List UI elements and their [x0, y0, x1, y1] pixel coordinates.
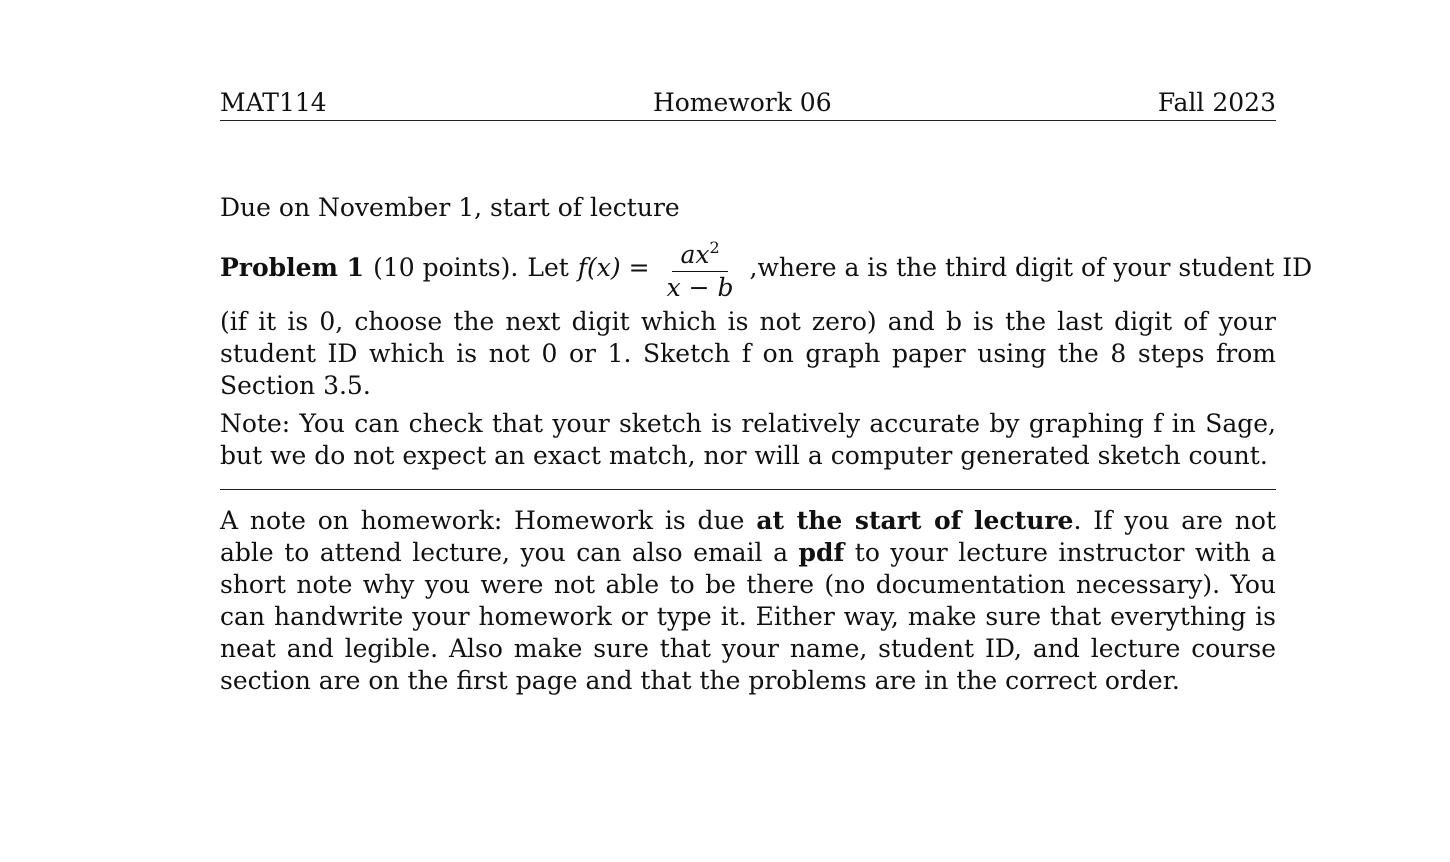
- problem-1-first-line: [220, 230, 1313, 306]
- fraction-denominator: x − b: [666, 273, 734, 302]
- term: Fall 2023: [1157, 88, 1276, 117]
- course-code: MAT114: [220, 88, 327, 117]
- homework-note: A note on homework: Homework is due at the start of lecture. If you are not able to attend lecture, you can also email a pdf to your lecture instructor with a short note why you were not able to be there (no documentation necessary). You can handwrite your homework or type it. Either way, make sure that everything is neat and legible. Also make sure that your name, student ID, and lecture course section are on the first page and that the problems are in the correct order.: [220, 506, 1277, 695]
- fraction-comma: ,: [749, 253, 758, 282]
- problem-points: (10 points).: [373, 253, 519, 282]
- document-page: [220, 88, 1313, 695]
- emphasis-pdf: pdf: [798, 538, 845, 567]
- due-date: Due on November 1, start of lecture: [220, 193, 680, 222]
- problem-label: Problem 1: [220, 253, 365, 282]
- problem-body: (if it is 0, choose the next digit which is not zero) and b is the last digit of your student ID which is not 0 or 1. Sketch f on graph paper using the 8 steps from Section 3.5.: [220, 307, 1276, 400]
- function-definition: [578, 234, 741, 302]
- page-header: [220, 88, 1276, 121]
- homework-title: Homework 06: [652, 88, 832, 117]
- problem-1-lead: [220, 234, 757, 302]
- emphasis-start-of-lecture: at the start of lecture: [756, 506, 1074, 535]
- fraction-numerator: $ax^2$: [672, 234, 727, 272]
- function-lhs: f(x) =: [577, 253, 650, 282]
- problem-1: [220, 238, 1313, 472]
- function-fraction: [660, 234, 741, 302]
- problem-intro: Let: [527, 253, 569, 282]
- fraction-exponent: 2: [709, 238, 720, 257]
- section-divider: [220, 489, 1276, 490]
- problem-after-fraction: where a is the third digit of your student ID: [757, 253, 1313, 282]
- problem-note: Note: You can check that your sketch is relatively accurate by graphing f in Sage, but we do not expect an exact match, nor will a computer generated sketch count.: [220, 409, 1276, 470]
